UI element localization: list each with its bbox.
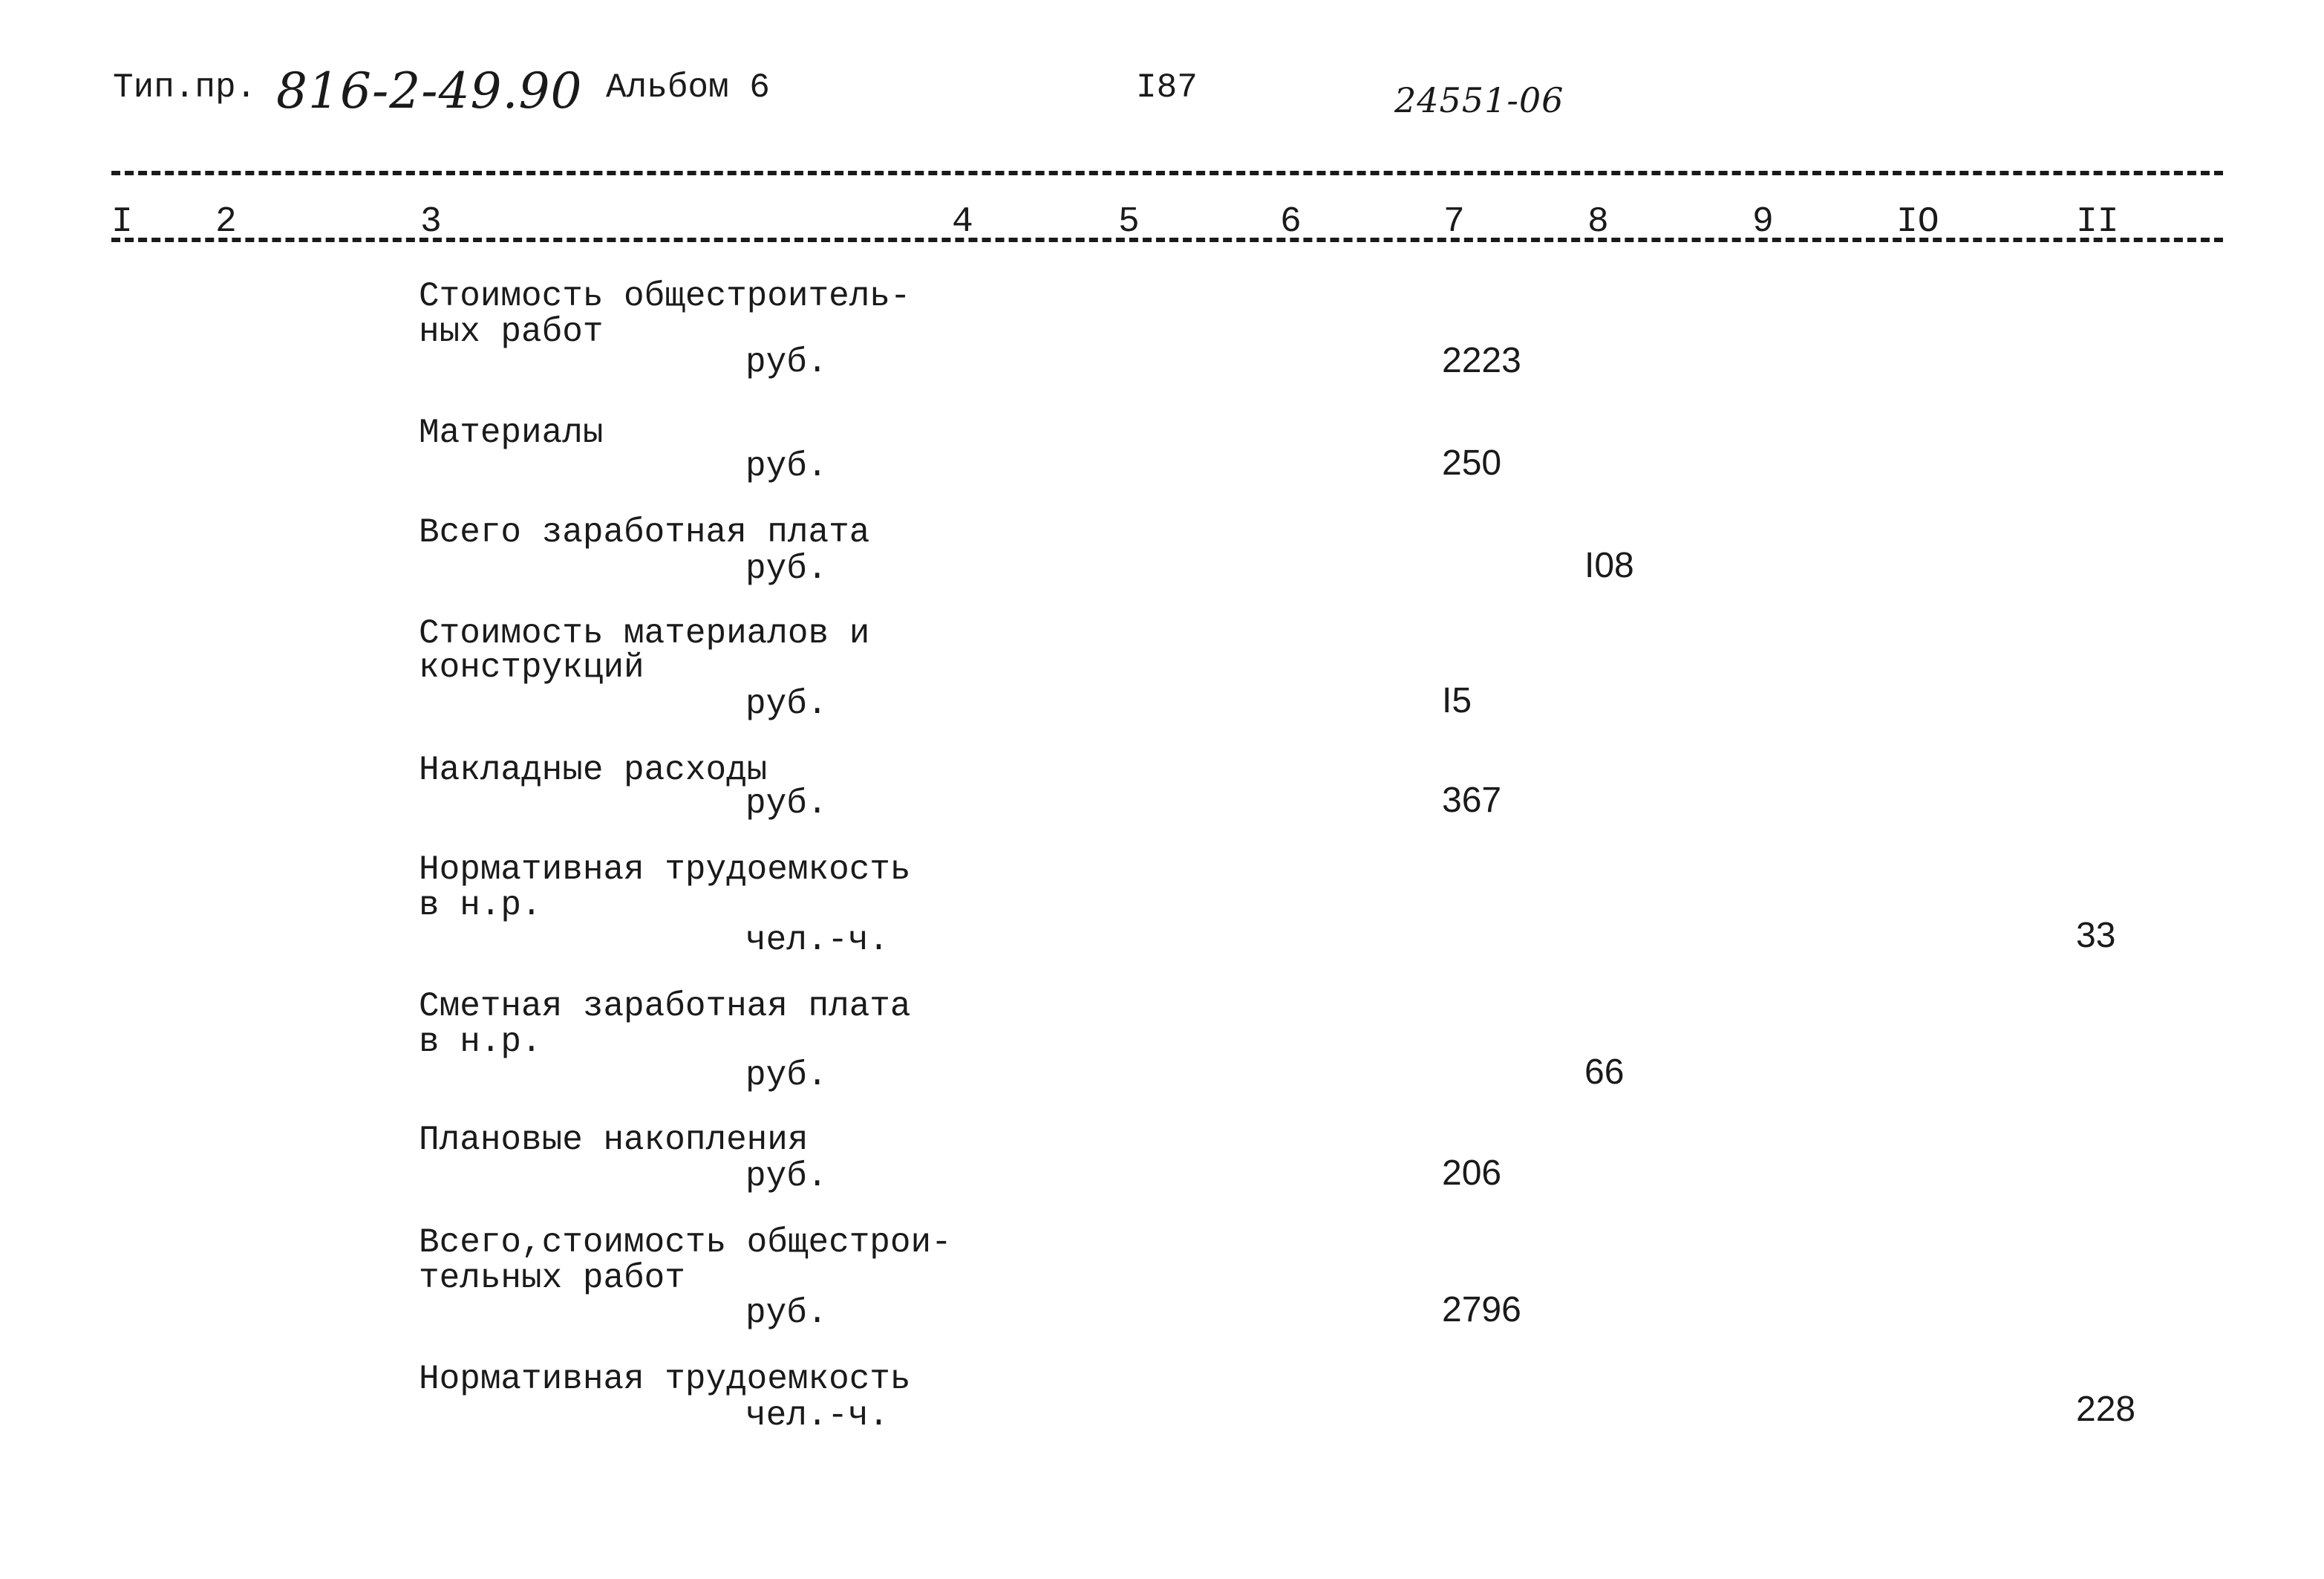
column-number: 2	[215, 202, 237, 242]
row-label: ных работ	[419, 313, 604, 351]
row-value: 206	[1442, 1153, 1502, 1193]
row-value: 228	[2076, 1390, 2136, 1429]
row-label: в н.р.	[419, 886, 542, 925]
column-number: 3	[420, 202, 442, 242]
column-number: IO	[1896, 202, 1939, 242]
row-unit: чел.-ч.	[745, 921, 890, 960]
row-label: Всего заработная плата	[419, 513, 870, 552]
header-prefix: Тип.пр.	[113, 68, 257, 107]
row-unit: руб.	[745, 1294, 828, 1332]
row-label: в н.р.	[419, 1023, 542, 1061]
row-unit: руб.	[745, 550, 828, 588]
row-unit: руб.	[745, 685, 828, 723]
column-number: II	[2076, 202, 2119, 242]
column-number: 4	[952, 202, 973, 242]
document-number: 24551-06	[1394, 80, 1564, 120]
row-value: 33	[2076, 916, 2116, 955]
row-value: 66	[1584, 1052, 1625, 1092]
row-value: 2223	[1442, 341, 1521, 380]
row-label: Материалы	[419, 414, 604, 452]
row-label: Накладные расходы	[419, 751, 768, 790]
row-unit: руб.	[745, 343, 828, 382]
row-value: 250	[1442, 443, 1502, 483]
column-number: 7	[1443, 202, 1465, 242]
row-unit: чел.-ч.	[745, 1396, 890, 1435]
row-label: Всего,стоимость общестрои-	[419, 1223, 952, 1262]
row-unit: руб.	[745, 1056, 828, 1095]
column-number: I	[111, 202, 133, 242]
row-label: Нормативная трудоемкость	[419, 1360, 911, 1399]
page-number: I87	[1136, 68, 1198, 107]
top-dashed-rule	[111, 171, 2223, 175]
row-unit: руб.	[745, 1157, 828, 1196]
row-value: I08	[1584, 546, 1634, 585]
album-label: Альбом 6	[606, 68, 770, 107]
row-label: Стоимость общестроитель-	[419, 277, 911, 316]
project-code: 816-2-49.90	[276, 62, 583, 120]
row-value: 2796	[1442, 1290, 1521, 1329]
row-label: Стоимость материалов и	[419, 614, 870, 653]
column-number: 8	[1587, 202, 1609, 242]
row-label: Сметная заработная плата	[419, 987, 911, 1026]
row-label: тельных работ	[419, 1259, 685, 1298]
row-unit: руб.	[745, 784, 828, 823]
column-number: 6	[1280, 202, 1302, 242]
column-number: 5	[1118, 202, 1140, 242]
column-number: 9	[1752, 202, 1774, 242]
row-label: Нормативная трудоемкость	[419, 850, 911, 889]
row-unit: руб.	[745, 447, 828, 486]
row-value: 367	[1442, 781, 1502, 820]
row-label: Плановые накопления	[419, 1121, 809, 1159]
row-label: конструкций	[419, 648, 644, 687]
row-value: I5	[1442, 681, 1472, 720]
